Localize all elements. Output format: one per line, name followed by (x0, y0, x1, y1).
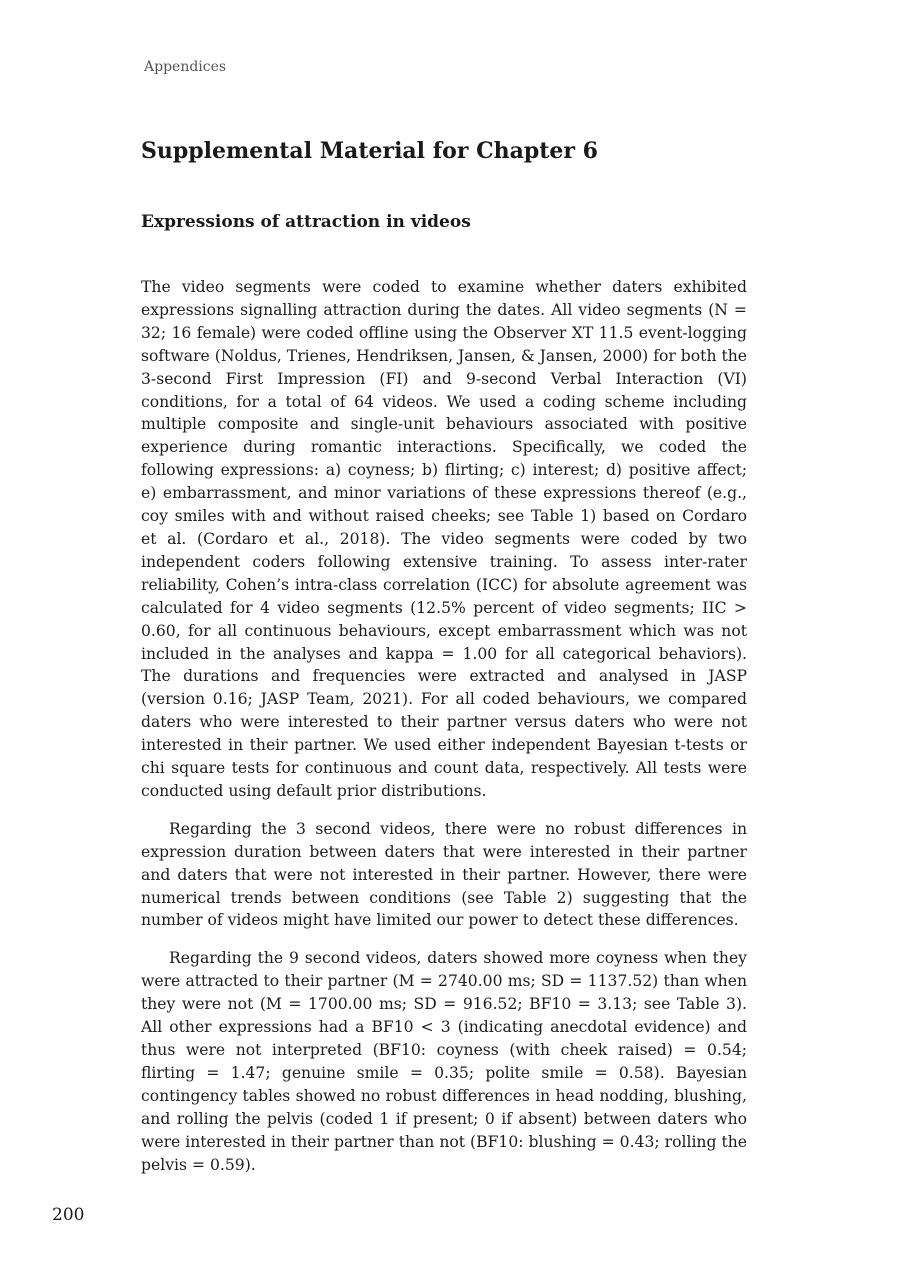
chapter-title: Supplemental Material for Chapter 6 (141, 138, 598, 164)
page-number: 200 (52, 1205, 85, 1225)
running-header: Appendices (144, 59, 227, 75)
section-title: Expressions of attraction in videos (141, 212, 471, 232)
paragraph-3: Regarding the 9 second videos, daters showed more coyness when they were attracted to their partner (M = 2740.00 ms; SD = 1137.52) than when they were not (M = 1700.00 ms; SD = 916.52; BF10 = 3.13; see Table 3). All other expressions had a BF10 < 3 (indicating anecdotal evidence) and thus were not interpreted (BF10: coyness (with cheek raised) = 0.54; flirting = 1.47; genuine smile = 0.35; polite smile = 0.58). Bayesian contingency tables showed no robust differences in head nodding, blushing, and rolling the pelvis (coded 1 if present; 0 if absent) between daters who were interested in their partner than not (BF10: blushing = 0.43; rolling the pelvis = 0.59). (141, 949, 747, 1174)
paragraph-2: Regarding the 3 second videos, there were no robust differences in expression duration between daters that were interested in their partner and daters that were not interested in their partner. However, there were numerical trends between conditions (see Table 2) suggesting that the number of videos might have limited our power to detect these differences. (141, 819, 747, 930)
paragraph-1: The video segments were coded to examine whether daters exhibited expressions signalling attraction during the dates. All video segments (N = 32; 16 female) were coded offline using the Observer XT 11.5 event-logging software (Noldus, Trienes, Hendriksen, Jansen, & Jansen, 2000) for both the 3-second First Impression (FI) and 9-second Verbal Interaction (VI) conditions, for a total of 64 videos. We used a coding scheme including multiple composite and single-unit behaviours associated with positive experience during romantic interactions. Specifically, we coded the following expressions: a) coyness; b) flirting; c) interest; d) positive affect; e) embarrassment, and minor variations of these expressions thereof (e.g., coy smiles with and without raised cheeks; see Table 1) based on Cordaro et al. (Cordaro et al., 2018). The video segments were coded by two independent coders following extensive training. To assess inter-rater reliability, Cohen’s intra-class correlation (ICC) for absolute agreement was calculated for 4 video segments (12.5% percent of video segments; IIC > 0.60, for all continuous behaviours, except embarrassment which was not included in the analyses and kappa = 1.00 for all categorical behaviors). The durations and frequencies were extracted and analysed in JASP (version 0.16; JASP Team, 2021). For all coded behaviours, we compared daters who were interested to their partner versus daters who were not interested in their partner. We used either independent Bayesian t-tests or chi square tests for continuous and count data, respectively. All tests were conducted using default prior distributions. (141, 278, 747, 800)
body-text (141, 276, 747, 1176)
